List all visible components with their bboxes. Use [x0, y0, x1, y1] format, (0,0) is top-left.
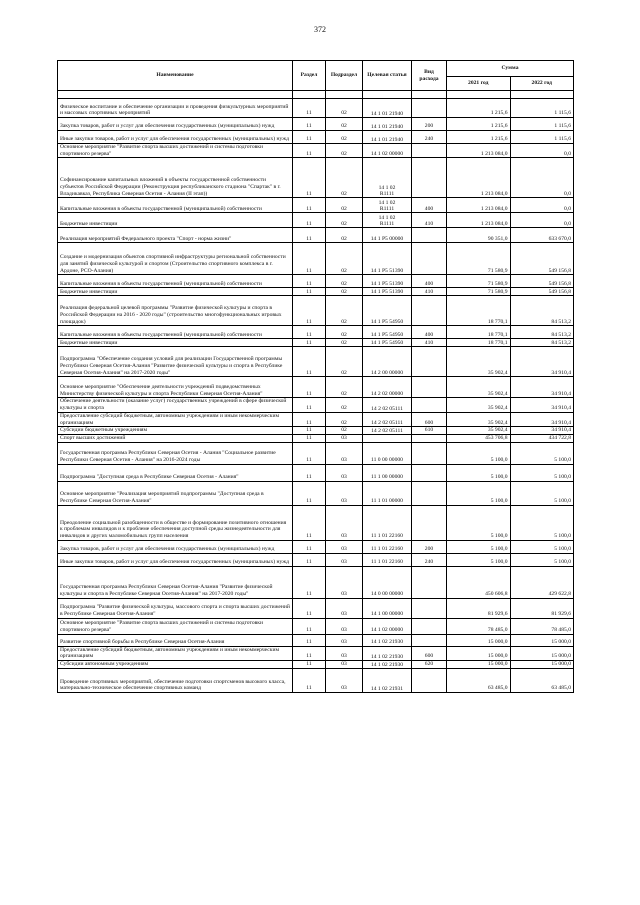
row-sum-2022: 15 000,0 [510, 661, 574, 669]
row-name: Бюджетные инвестиции [58, 213, 293, 228]
row-podrazdel: 03 [326, 553, 363, 566]
row-podrazdel: 02 [326, 198, 363, 213]
row-sum-2022: 84 513,2 [510, 339, 574, 347]
row-name: Проведение спортивных мероприятий, обеспечение подготовки спортсменов высокого класса, материально-техническое обеспечение спортивных команд [58, 669, 293, 693]
row-name: Подпрограмма "Развитие физической культуры, массового спорта и спорта высших достижений в Республике Северная Осетия-Алания" [58, 598, 293, 618]
row-razdel: 11 [293, 326, 326, 339]
table-row [58, 296, 574, 326]
row-sum-2021: 1 213 084,0 [447, 144, 511, 158]
row-target: 14 2 02 00000 [363, 377, 412, 398]
row-razdel: 11 [293, 618, 326, 634]
header-name: Наименование [58, 61, 293, 91]
table-row [58, 434, 574, 442]
row-name: Предоставление субсидий бюджетным, автономным учреждениям и иным некоммерческим организациям [58, 412, 293, 426]
row-sum-2021: 1 213 084,0 [447, 158, 511, 198]
row-target: 14 1 P5 00000 [363, 228, 412, 243]
row-sum-2022: 5 100,0 [510, 442, 574, 464]
row-sum-2022: 5 100,0 [510, 540, 574, 553]
row-sum-2021: 5 100,0 [447, 442, 511, 464]
row-podrazdel: 03 [326, 566, 363, 598]
row-name: Развитие спортивной борьбы в Республике Северная Осетия-Алания [58, 634, 293, 646]
row-target: 14 1 02 21930 [363, 661, 412, 669]
row-sum-2022: 0,0 [510, 158, 574, 198]
row-sum-2021: 15 000,0 [447, 661, 511, 669]
table-row [58, 288, 574, 296]
row-vid: 240 [412, 131, 447, 144]
row-podrazdel: 02 [326, 427, 363, 435]
row-name: Подпрограмма "Доступная среда в Республике Северная Осетия - Алания" [58, 464, 293, 481]
page-number: 372 [314, 25, 326, 34]
row-name: Капитальные вложения в объекты государственной (муниципальной) собственности [58, 275, 293, 288]
row-name: Капитальные вложения в объекты государственной (муниципальной) собственности [58, 198, 293, 213]
row-vid: 200 [412, 540, 447, 553]
row-vid: 410 [412, 339, 447, 347]
row-podrazdel: 03 [326, 669, 363, 693]
row-podrazdel: 02 [326, 347, 363, 377]
row-vid: 400 [412, 275, 447, 288]
row-razdel: 11 [293, 144, 326, 158]
row-vid [412, 618, 447, 634]
row-target: 11 1 01 22160 [363, 540, 412, 553]
table-row [58, 213, 574, 228]
row-vid: 600 [412, 412, 447, 426]
row-sum-2021: 35 902,4 [447, 412, 511, 426]
row-sum-2022: 5 100,0 [510, 481, 574, 505]
row-razdel: 11 [293, 427, 326, 435]
row-razdel: 11 [293, 646, 326, 660]
row-vid [412, 598, 447, 618]
row-podrazdel: 03 [326, 505, 363, 540]
row-vid [412, 144, 447, 158]
row-target: 14 1 P5 51390 [363, 275, 412, 288]
row-vid [412, 442, 447, 464]
row-sum-2022: 549 156,8 [510, 275, 574, 288]
header-vid: Вид расхода [412, 61, 447, 91]
row-razdel: 11 [293, 634, 326, 646]
header-sum: Сумма [447, 61, 574, 77]
row-razdel: 11 [293, 412, 326, 426]
row-sum-2021: 5 100,0 [447, 464, 511, 481]
row-sum-2021: 5 100,0 [447, 540, 511, 553]
row-sum-2021: 63 485,0 [447, 669, 511, 693]
row-target: 11 1 01 00000 [363, 481, 412, 505]
row-razdel: 11 [293, 296, 326, 326]
table-body [58, 99, 574, 693]
row-vid [412, 99, 447, 118]
row-podrazdel: 03 [326, 481, 363, 505]
table-row [58, 198, 574, 213]
table-row [58, 144, 574, 158]
row-podrazdel: 03 [326, 634, 363, 646]
row-vid: 620 [412, 661, 447, 669]
row-vid [412, 377, 447, 398]
row-sum-2022: 0,0 [510, 198, 574, 213]
row-sum-2021: 15 000,0 [447, 634, 511, 646]
row-name: Иные закупки товаров, работ и услуг для обеспечения государственных (муниципальных) нужд [58, 553, 293, 566]
row-razdel: 11 [293, 553, 326, 566]
row-target: 14 1 00 00000 [363, 598, 412, 618]
table-row [58, 412, 574, 426]
row-name: Спорт высших достижений [58, 434, 293, 442]
row-vid [412, 296, 447, 326]
row-sum-2022: 84 513,2 [510, 326, 574, 339]
row-sum-2021: 1 215,6 [447, 118, 511, 131]
row-sum-2022: 34 910,4 [510, 412, 574, 426]
table-row [58, 669, 574, 693]
row-name: Основное мероприятие "Реализация мероприятий подпрограммы "Доступная среда в Республике Северная Осетия-Алания" [58, 481, 293, 505]
row-sum-2022: 1 115,6 [510, 99, 574, 118]
header-2021: 2021 год [447, 77, 511, 91]
row-vid: 410 [412, 288, 447, 296]
row-name: Преодоление социальной разобщенности в обществе и формирование позитивного отношения к проблемам инвалидов и к проблеме обеспечения доступной среды жизнедеятельности для инвалидов и других маломобильных групп населения [58, 505, 293, 540]
row-target: 14 2 02 05111 [363, 427, 412, 435]
row-target: 14 1 01 21940 [363, 131, 412, 144]
row-razdel: 11 [293, 158, 326, 198]
row-sum-2021: 81 929,6 [447, 598, 511, 618]
row-sum-2021: 18 770,1 [447, 339, 511, 347]
row-podrazdel: 02 [326, 339, 363, 347]
row-vid: 410 [412, 213, 447, 228]
row-sum-2022: 5 100,0 [510, 464, 574, 481]
row-razdel: 11 [293, 288, 326, 296]
row-target: 14 1 02 00000 [363, 144, 412, 158]
row-target [363, 434, 412, 442]
table-row [58, 553, 574, 566]
row-razdel: 11 [293, 481, 326, 505]
table-row [58, 377, 574, 398]
row-target: 14 1 01 21940 [363, 99, 412, 118]
row-vid [412, 669, 447, 693]
row-podrazdel: 03 [326, 661, 363, 669]
row-target: 14 2 02 05111 [363, 398, 412, 412]
row-target: 14 1 02 21931 [363, 669, 412, 693]
row-sum-2021: 18 770,1 [447, 296, 511, 326]
row-name: Создание и модернизация объектов спортивной инфраструктуры региональной собственности для занятий физической культурой и спортом (Строительство спортивного комплекса в г. Ардоне, РСО-Алания) [58, 243, 293, 275]
row-podrazdel: 03 [326, 434, 363, 442]
row-name: Предоставление субсидий бюджетным, автономным учреждениям и иным некоммерческим организациям [58, 646, 293, 660]
row-name: Бюджетные инвестиции [58, 339, 293, 347]
row-razdel: 11 [293, 213, 326, 228]
row-podrazdel: 02 [326, 288, 363, 296]
row-podrazdel: 02 [326, 326, 363, 339]
row-sum-2021: 453 706,8 [447, 434, 511, 442]
row-name: Реализация мероприятий Федерального проекта "Спорт - норма жизни" [58, 228, 293, 243]
row-target: 14 1 02 00000 [363, 618, 412, 634]
row-podrazdel: 02 [326, 377, 363, 398]
row-vid: 400 [412, 326, 447, 339]
table-row [58, 646, 574, 660]
row-podrazdel: 02 [326, 398, 363, 412]
row-vid [412, 505, 447, 540]
row-target: 14 2 00 00000 [363, 347, 412, 377]
row-sum-2022: 34 910,4 [510, 398, 574, 412]
row-name: Бюджетные инвестиции [58, 288, 293, 296]
row-razdel: 11 [293, 434, 326, 442]
budget-table [57, 60, 574, 693]
row-sum-2021: 1 215,6 [447, 131, 511, 144]
row-target: 11 1 01 22160 [363, 553, 412, 566]
row-target: 14 1 P5 54950 [363, 326, 412, 339]
row-sum-2022: 0,0 [510, 144, 574, 158]
table-row [58, 566, 574, 598]
table-row [58, 618, 574, 634]
row-name: Закупка товаров, работ и услуг для обеспечения государственных (муниципальных) нужд [58, 540, 293, 553]
header-target: Целевая статья [363, 61, 412, 91]
row-target: 14 1 02 R1111 [363, 158, 412, 198]
row-razdel: 11 [293, 99, 326, 118]
row-sum-2022: 34 910,4 [510, 377, 574, 398]
row-sum-2022: 5 100,0 [510, 505, 574, 540]
row-podrazdel: 02 [326, 158, 363, 198]
row-sum-2022: 5 100,0 [510, 553, 574, 566]
row-razdel: 11 [293, 598, 326, 618]
row-podrazdel: 02 [326, 144, 363, 158]
row-target: 14 1 02 21930 [363, 646, 412, 660]
row-vid: 240 [412, 553, 447, 566]
row-name: Государственная программа Республики Северная Осетия-Алания "Развитие физической культуры и спорта в Республике Северная Осетия-Алания" на 2017-2020 годы" [58, 566, 293, 598]
table-row [58, 326, 574, 339]
row-target: 11 1 01 22160 [363, 505, 412, 540]
row-podrazdel: 03 [326, 464, 363, 481]
row-name: Подпрограмма "Обеспечение создания условий для реализации Государственной программы Республики Северная Осетия-Алания "Развитие физической культуры и спорта в Республике Северная Осетия-Алания" на 2017-2020 годы" [58, 347, 293, 377]
row-sum-2022: 15 000,0 [510, 634, 574, 646]
row-sum-2022: 1 115,6 [510, 118, 574, 131]
table-row [58, 275, 574, 288]
row-razdel: 11 [293, 198, 326, 213]
row-sum-2021: 35 902,4 [447, 377, 511, 398]
row-sum-2022: 0,0 [510, 213, 574, 228]
row-vid [412, 158, 447, 198]
row-sum-2022: 63 485,0 [510, 669, 574, 693]
row-sum-2021: 5 100,0 [447, 553, 511, 566]
table-row [58, 540, 574, 553]
row-target: 14 1 P5 51390 [363, 243, 412, 275]
row-target: 14 1 01 21940 [363, 118, 412, 131]
row-sum-2021: 71 580,9 [447, 288, 511, 296]
row-sum-2021: 90 351,0 [447, 228, 511, 243]
row-sum-2022: 78 485,0 [510, 618, 574, 634]
row-vid [412, 228, 447, 243]
row-target: 14 1 02 R1111 [363, 198, 412, 213]
row-razdel: 11 [293, 464, 326, 481]
table-row [58, 347, 574, 377]
row-target: 14 2 02 05111 [363, 412, 412, 426]
row-vid [412, 243, 447, 275]
table-row [58, 442, 574, 464]
row-vid: 200 [412, 118, 447, 131]
row-vid [412, 634, 447, 646]
row-podrazdel: 02 [326, 99, 363, 118]
table-row [58, 598, 574, 618]
row-razdel: 11 [293, 339, 326, 347]
header-razdel: Раздел [293, 61, 326, 91]
table-row [58, 131, 574, 144]
row-target: 14 0 00 00000 [363, 566, 412, 598]
row-sum-2022: 1 115,6 [510, 131, 574, 144]
row-target: 11 0 00 00000 [363, 442, 412, 464]
table-row [58, 339, 574, 347]
row-name: Основное мероприятие "Развитие спорта высших достижений и системы подготовки спортивного резерва" [58, 144, 293, 158]
row-sum-2021: 35 902,4 [447, 427, 511, 435]
row-razdel: 11 [293, 131, 326, 144]
row-target: 14 1 P5 54950 [363, 296, 412, 326]
row-sum-2022: 34 910,4 [510, 347, 574, 377]
table-row [58, 634, 574, 646]
row-podrazdel: 03 [326, 598, 363, 618]
row-sum-2022: 15 000,0 [510, 646, 574, 660]
row-sum-2021: 450 606,8 [447, 566, 511, 598]
row-podrazdel: 02 [326, 243, 363, 275]
table-row [58, 243, 574, 275]
row-podrazdel: 02 [326, 412, 363, 426]
row-razdel: 11 [293, 669, 326, 693]
row-sum-2021: 35 902,4 [447, 398, 511, 412]
row-name: Капитальные вложения в объекты государственной (муниципальной) собственности [58, 326, 293, 339]
row-podrazdel: 03 [326, 442, 363, 464]
row-sum-2022: 81 929,6 [510, 598, 574, 618]
row-target: 14 1 P5 54950 [363, 339, 412, 347]
table-row [58, 661, 574, 669]
row-sum-2022: 434 722,8 [510, 434, 574, 442]
table-row [58, 505, 574, 540]
row-podrazdel: 02 [326, 131, 363, 144]
row-podrazdel: 02 [326, 296, 363, 326]
row-podrazdel: 03 [326, 540, 363, 553]
row-sum-2021: 18 770,1 [447, 326, 511, 339]
row-sum-2022: 633 670,0 [510, 228, 574, 243]
row-razdel: 11 [293, 118, 326, 131]
row-razdel: 11 [293, 243, 326, 275]
row-vid [412, 481, 447, 505]
row-sum-2022: 549 156,8 [510, 243, 574, 275]
row-sum-2021: 1 215,6 [447, 99, 511, 118]
row-podrazdel: 02 [326, 228, 363, 243]
row-vid [412, 347, 447, 377]
row-razdel: 11 [293, 398, 326, 412]
row-vid [412, 464, 447, 481]
row-sum-2021: 5 100,0 [447, 505, 511, 540]
row-razdel: 11 [293, 347, 326, 377]
row-sum-2021: 1 213 084,0 [447, 198, 511, 213]
row-sum-2022: 429 622,8 [510, 566, 574, 598]
row-name: Субсидии автономным учреждениям [58, 661, 293, 669]
row-razdel: 11 [293, 661, 326, 669]
row-name: Софинансирование капитальных вложений в объекты государственной собственности субъектов Российской Федерации (Реконструкция республиканского стадиона "Спартак" в г. Владикавказ, Республика Северная Осетия - Алания (II этап)) [58, 158, 293, 198]
row-razdel: 11 [293, 540, 326, 553]
row-name: Субсидии бюджетным учреждениям [58, 427, 293, 435]
table-row [58, 228, 574, 243]
row-razdel: 11 [293, 377, 326, 398]
table-row [58, 158, 574, 198]
table-header [58, 61, 574, 99]
row-name: Реализация федеральной целевой программы "Развитие физической культуры и спорта в Российской Федерации на 2016 - 2020 годы" (строительство многофункциональных игровых площадок) [58, 296, 293, 326]
row-name: Основное мероприятие "Развитие спорта высших достижений и системы подготовки спортивного резерва" [58, 618, 293, 634]
row-sum-2021: 5 100,0 [447, 481, 511, 505]
row-vid: 600 [412, 646, 447, 660]
row-sum-2021: 1 213 084,0 [447, 213, 511, 228]
row-razdel: 11 [293, 442, 326, 464]
row-name: Государственная программа Республики Северная Осетия - Алания "Социальное развитие Республики Северная Осетия - Алания" на 2016-2024 годы [58, 442, 293, 464]
row-target: 11 1 00 00000 [363, 464, 412, 481]
row-vid: 610 [412, 427, 447, 435]
row-target: 14 1 02 R1111 [363, 213, 412, 228]
row-razdel: 11 [293, 228, 326, 243]
row-podrazdel: 02 [326, 118, 363, 131]
row-target: 14 1 02 21930 [363, 634, 412, 646]
row-name: Обеспечение деятельности (оказание услуг) государственных учреждений в сфере физической культуры и спорта [58, 398, 293, 412]
row-razdel: 11 [293, 505, 326, 540]
row-podrazdel: 03 [326, 618, 363, 634]
row-razdel: 11 [293, 275, 326, 288]
table-row [58, 99, 574, 118]
row-razdel: 11 [293, 566, 326, 598]
row-target: 14 1 P5 51390 [363, 288, 412, 296]
header-2022: 2022 год [510, 77, 574, 91]
row-vid: 400 [412, 198, 447, 213]
table-row [58, 481, 574, 505]
row-sum-2021: 15 000,0 [447, 646, 511, 660]
row-name: Иные закупки товаров, работ и услуг для обеспечения государственных (муниципальных) нужд [58, 131, 293, 144]
table-row [58, 398, 574, 412]
table-row [58, 427, 574, 435]
row-sum-2021: 71 580,9 [447, 243, 511, 275]
row-sum-2021: 35 902,4 [447, 347, 511, 377]
row-vid [412, 398, 447, 412]
row-vid [412, 434, 447, 442]
row-podrazdel: 02 [326, 275, 363, 288]
row-sum-2022: 84 513,2 [510, 296, 574, 326]
row-podrazdel: 02 [326, 213, 363, 228]
row-name: Закупка товаров, работ и услуг для обеспечения государственных (муниципальных) нужд [58, 118, 293, 131]
row-vid [412, 566, 447, 598]
row-name: Физическое воспитание и обеспечение организации и проведения физкультурных мероприятий и массовых спортивных мероприятий [58, 99, 293, 118]
row-sum-2022: 549 156,8 [510, 288, 574, 296]
row-podrazdel: 03 [326, 646, 363, 660]
header-podrazdel: Подраздел [326, 61, 363, 91]
table-row [58, 464, 574, 481]
row-name: Основное мероприятие "Обеспечение деятельности учреждений подведомственных Министерству физической культуры и спорта Республики Северная Осетия-Алания" [58, 377, 293, 398]
row-sum-2021: 71 580,9 [447, 275, 511, 288]
row-sum-2022: 34 910,4 [510, 427, 574, 435]
table-row [58, 118, 574, 131]
row-sum-2021: 78 485,0 [447, 618, 511, 634]
